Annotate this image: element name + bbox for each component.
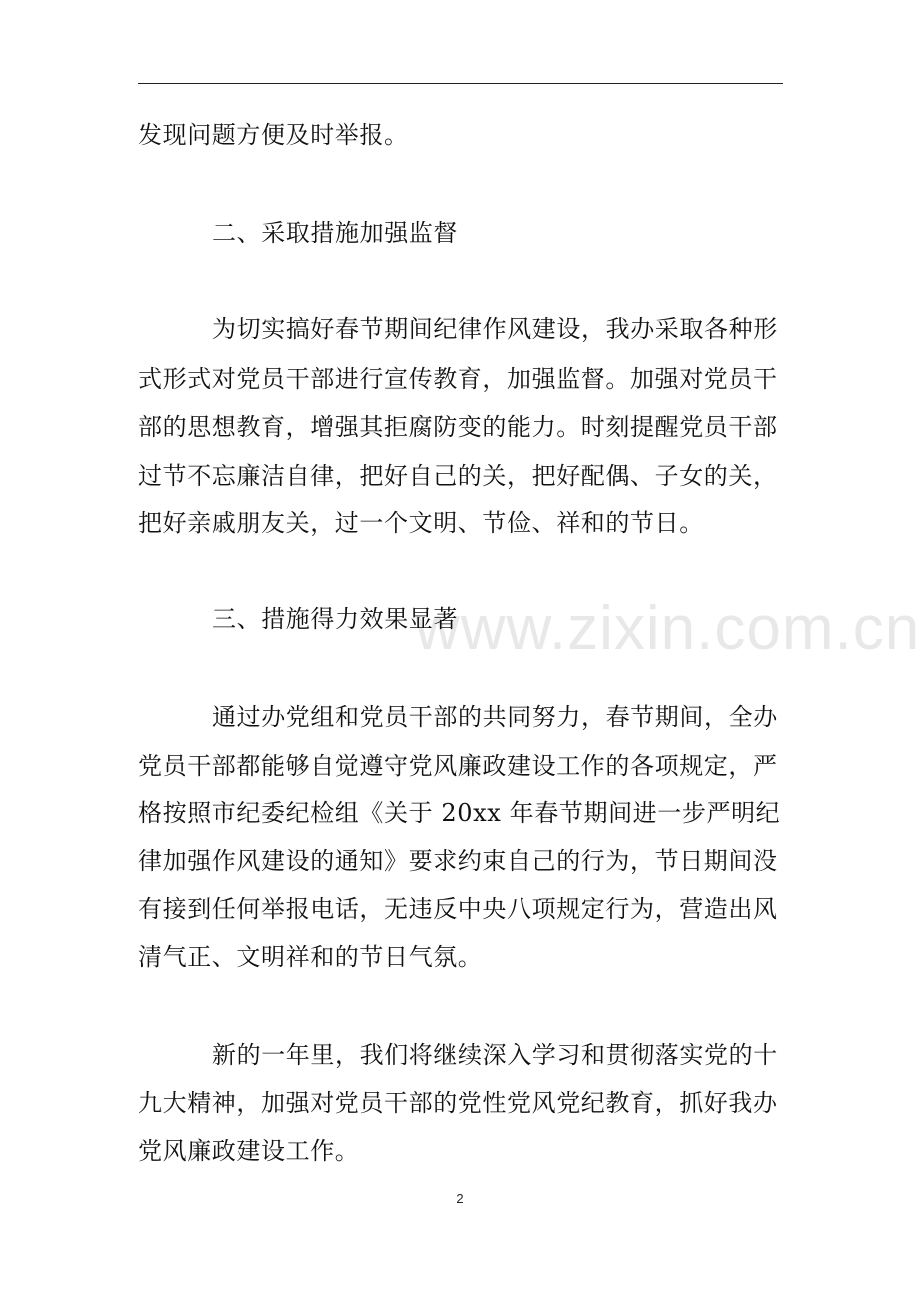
header-rule <box>138 83 783 84</box>
text-line: 过节不忘廉洁自律，把好自己的关，把好配偶、子女的关， <box>138 462 778 490</box>
text-line: 律加强作风建设的通知》要求约束自己的行为，节日期间没 <box>138 847 778 875</box>
text-line: 格按照市纪委纪检组《关于 20xx 年春节期间进一步严明纪 <box>138 799 781 827</box>
text-line: 发现问题方便及时举报。 <box>138 121 409 149</box>
page-number: 2 <box>456 1191 464 1206</box>
text-line: 式形式对党员干部进行宣传教育，加强监督。加强对党员干 <box>138 365 778 393</box>
text-line: 有接到任何举报电话，无违反中央八项规定行为，营造出风 <box>138 895 778 923</box>
text-line: 部的思想教育，增强其拒腐防变的能力。时刻提醒党员干部 <box>138 413 778 441</box>
text-line: 党风廉政建设工作。 <box>138 1137 360 1165</box>
text-line: 九大精神，加强对党员干部的党性党风党纪教育，抓好我办 <box>138 1089 778 1117</box>
text-line: 清气正、文明祥和的节日气氛。 <box>138 943 483 971</box>
section-heading: 二、采取措施加强监督 <box>212 219 458 247</box>
text-line: 为切实搞好春节期间纪律作风建设，我办采取各种形 <box>212 315 778 343</box>
text-line: 新的一年里，我们将继续深入学习和贯彻落实党的十 <box>212 1041 778 1069</box>
text-line: 党员干部都能够自觉遵守党风廉政建设工作的各项规定，严 <box>138 752 778 780</box>
text-line: 通过办党组和党员干部的共同努力，春节期间，全办 <box>212 703 778 731</box>
section-heading: 三、措施得力效果显著 <box>212 605 458 633</box>
watermark: www.zixin.com.cn <box>415 594 920 663</box>
text-line: 把好亲戚朋友关，过一个文明、节俭、祥和的节日。 <box>138 509 704 537</box>
